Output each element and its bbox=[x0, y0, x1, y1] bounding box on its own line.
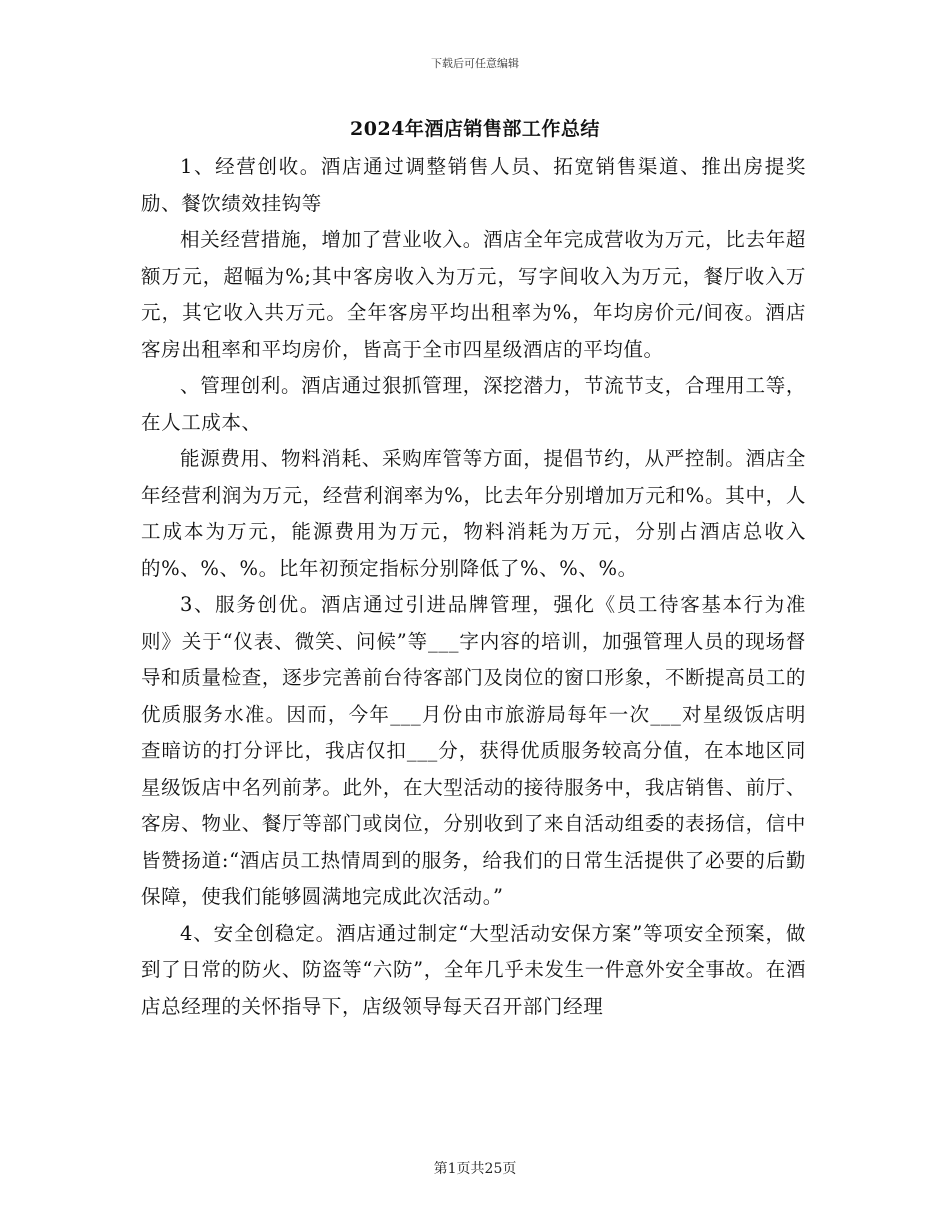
document-title: 2024年酒店销售部工作总结 bbox=[350, 118, 600, 140]
paragraph-management-profit: 、管理创利。酒店通过狠抓管理，深挖潜力，节流节支，合理用工等，在人工成本、 bbox=[141, 374, 806, 434]
header-note: 下载后可任意编辑 bbox=[431, 57, 519, 70]
paragraph-revenue-details: 相关经营措施，增加了营业收入。酒店全年完成营收为万元，比去年超额万元，超幅为%;其中客房收入为万元，写字间收入为万元，餐厅收入万元，其它收入共万元。全年客房平均出租率为%，年均房价元/间夜。酒店客房出租率和平均房价，皆高于全市四星级酒店的平均值。 bbox=[141, 228, 806, 361]
paragraph-service-excellence: 3、服务创优。酒店通过引进品牌管理，强化《员工待客基本行为准则》关于“仪表、微笑、问候”等___字内容的培训，加强管理人员的现场督导和质量检查，逐步完善前台待客部门及岗位的窗口形象，不断提高员工的优质服务水准。因而，今年___月份由市旅游局每年一次___对星级饭店明查暗访的打分评比，我店仅扣___分，获得优质服务较高分值，在本地区同星级饭店中名列前茅。此外，在大型活动的接待服务中，我店销售、前厅、客房、物业、餐厅等部门或岗位，分别收到了来自活动组委的表扬信，信中皆赞扬道:“酒店员工热情周到的服务，给我们的日常生活提供了必要的后勤保障，使我们能够圆满地完成此次活动。” bbox=[141, 593, 806, 908]
paragraph-safety-stability: 4、安全创稳定。酒店通过制定“大型活动安保方案”等项安全预案，做到了日常的防火、防盗等“六防”，全年几乎未发生一件意外安全事故。在酒店总经理的关怀指导下，店级领导每天召开部门经理 bbox=[141, 921, 806, 1018]
paragraph-cost-control: 能源费用、物料消耗、采购库管等方面，提倡节约，从严控制。酒店全年经营利润为万元，经营利润率为%，比去年分别增加万元和%。其中，人工成本为万元，能源费用为万元，物料消耗为万元，分别占酒店总收入的%、%、%。比年初预定指标分别降低了%、%、%。 bbox=[141, 447, 806, 580]
document-body bbox=[141, 149, 806, 1025]
page-number: 第1页共25页 bbox=[433, 1161, 517, 1177]
paragraph-operations-revenue: 1、经营创收。酒店通过调整销售人员、拓宽销售渠道、推出房提奖励、餐饮绩效挂钩等 bbox=[141, 155, 806, 215]
